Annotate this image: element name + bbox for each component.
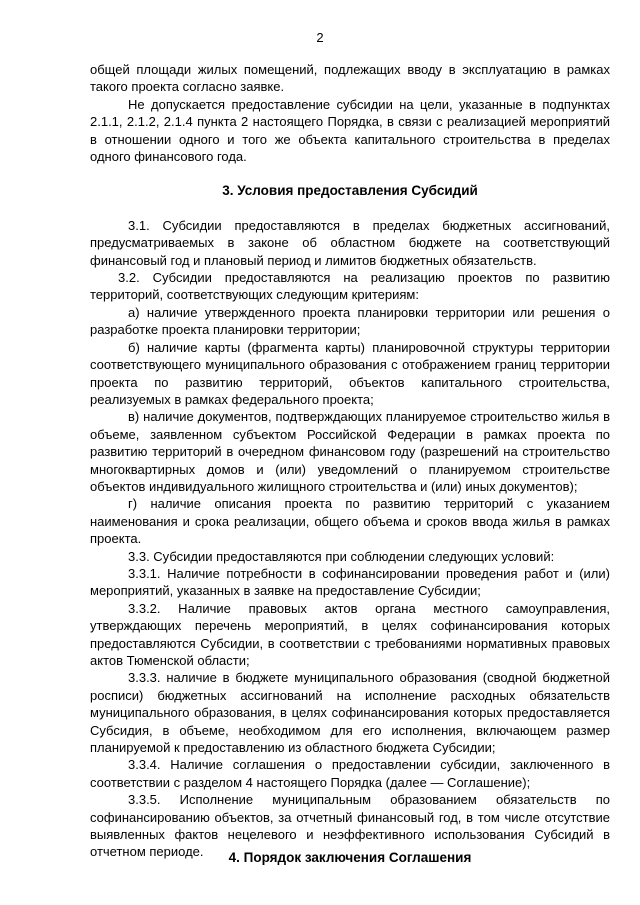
clause-3-1: 3.1. Субсидии предоставляются в пределах бюджетных ассигнований, предусматриваемых в законе об областном бюджете на соответствующий финансовый год и плановый период и лимитов бюджетных обязательств. xyxy=(90,217,610,268)
criterion-b: б) наличие карты (фрагмента карты) планировочной структуры территории соответствующего муниципального образования с отображением границ территории проекта по развитию территорий, объектов капитального строительства, реализуемых в рамках федерального проекта; xyxy=(90,339,610,407)
page-number: 2 xyxy=(316,30,324,45)
section-3-heading: 3. Условия предоставления Субсидий xyxy=(222,183,478,199)
clause-3-2: 3.2. Субсидии предоставляются на реализацию проектов по развитию территорий, соответствующих следующим критериям: xyxy=(90,270,610,303)
criterion-g: г) наличие описания проекта по развитию территорий с указанием наименования и срока реализации, общего объема и сроков ввода жилья в рамках проекта. xyxy=(90,496,610,547)
clause-3-3-5: 3.3.5. Исполнение муниципальным образованием обязательств по софинансированию объектов, за отчетный финансовый год, в том числе отсутствие выявленных фактов нецелевого и неэффективного использования Субсидий в отчетном периоде. xyxy=(90,792,610,860)
clause-3-3: 3.3. Субсидии предоставляются при соблюдении следующих условий: xyxy=(128,548,555,564)
section-4-heading: 4. Порядок заключения Соглашения xyxy=(228,850,472,865)
paragraph-continuation: общей площади жилых помещений, подлежащих вводу в эксплуатацию в рамках такого проекта согласно заявке. xyxy=(90,62,610,95)
clause-3-3-2: 3.3.2. Наличие правовых актов органа местного самоуправления, утверждающих перечень мероприятий, в целях софинансирования которых предоставляются Субсидии, в соответствии с требованиями нормативных правовых актов Тюменской области; xyxy=(90,600,610,668)
criterion-a: а) наличие утвержденного проекта планировки территории или решения о разработке проекта планировки территории; xyxy=(90,304,610,338)
clause-3-3-1: 3.3.1. Наличие потребности в софинансировании проведения работ и (или) мероприятий, указанных в заявке на предоставление Субсидии; xyxy=(90,565,610,599)
clause-3-3-4: 3.3.4. Наличие соглашения о предоставлении субсидии, заключенного в соответствии с разделом 4 настоящего Порядка (далее — Соглашение); xyxy=(90,757,610,790)
criterion-v: в) наличие документов, подтверждающих планируемое строительство жилья в объеме, заявленном субъектом Российской Федерации в рамках проекта по развитию территорий в очередном финансовом году (разрешений на строительство многоквартирных домов и (или) уведомлений о планируемом строительстве объектов индивидуального жилищного строительства и (или) иных документов); xyxy=(90,409,610,494)
paragraph-restriction: Не допускается предоставление субсидии на цели, указанные в подпунктах 2.1.1, 2.1.2, 2.1.4 пункта 2 настоящего Порядка, в связи с реализацией мероприятий в отношении одного и того же объекта капитального строительства в пределах одного финансового года. xyxy=(90,96,610,165)
document-body xyxy=(90,61,610,861)
clause-3-3-3: 3.3.3. наличие в бюджете муниципального образования (сводной бюджетной росписи) бюджетных ассигнований на исполнение расходных обязательств муниципального образования, в целях софинансирования которых предоставляется Субсидия, в объеме, необходимом для его исполнения, включающем размер планируемой к предоставлению из областного бюджета Субсидии; xyxy=(90,670,610,756)
